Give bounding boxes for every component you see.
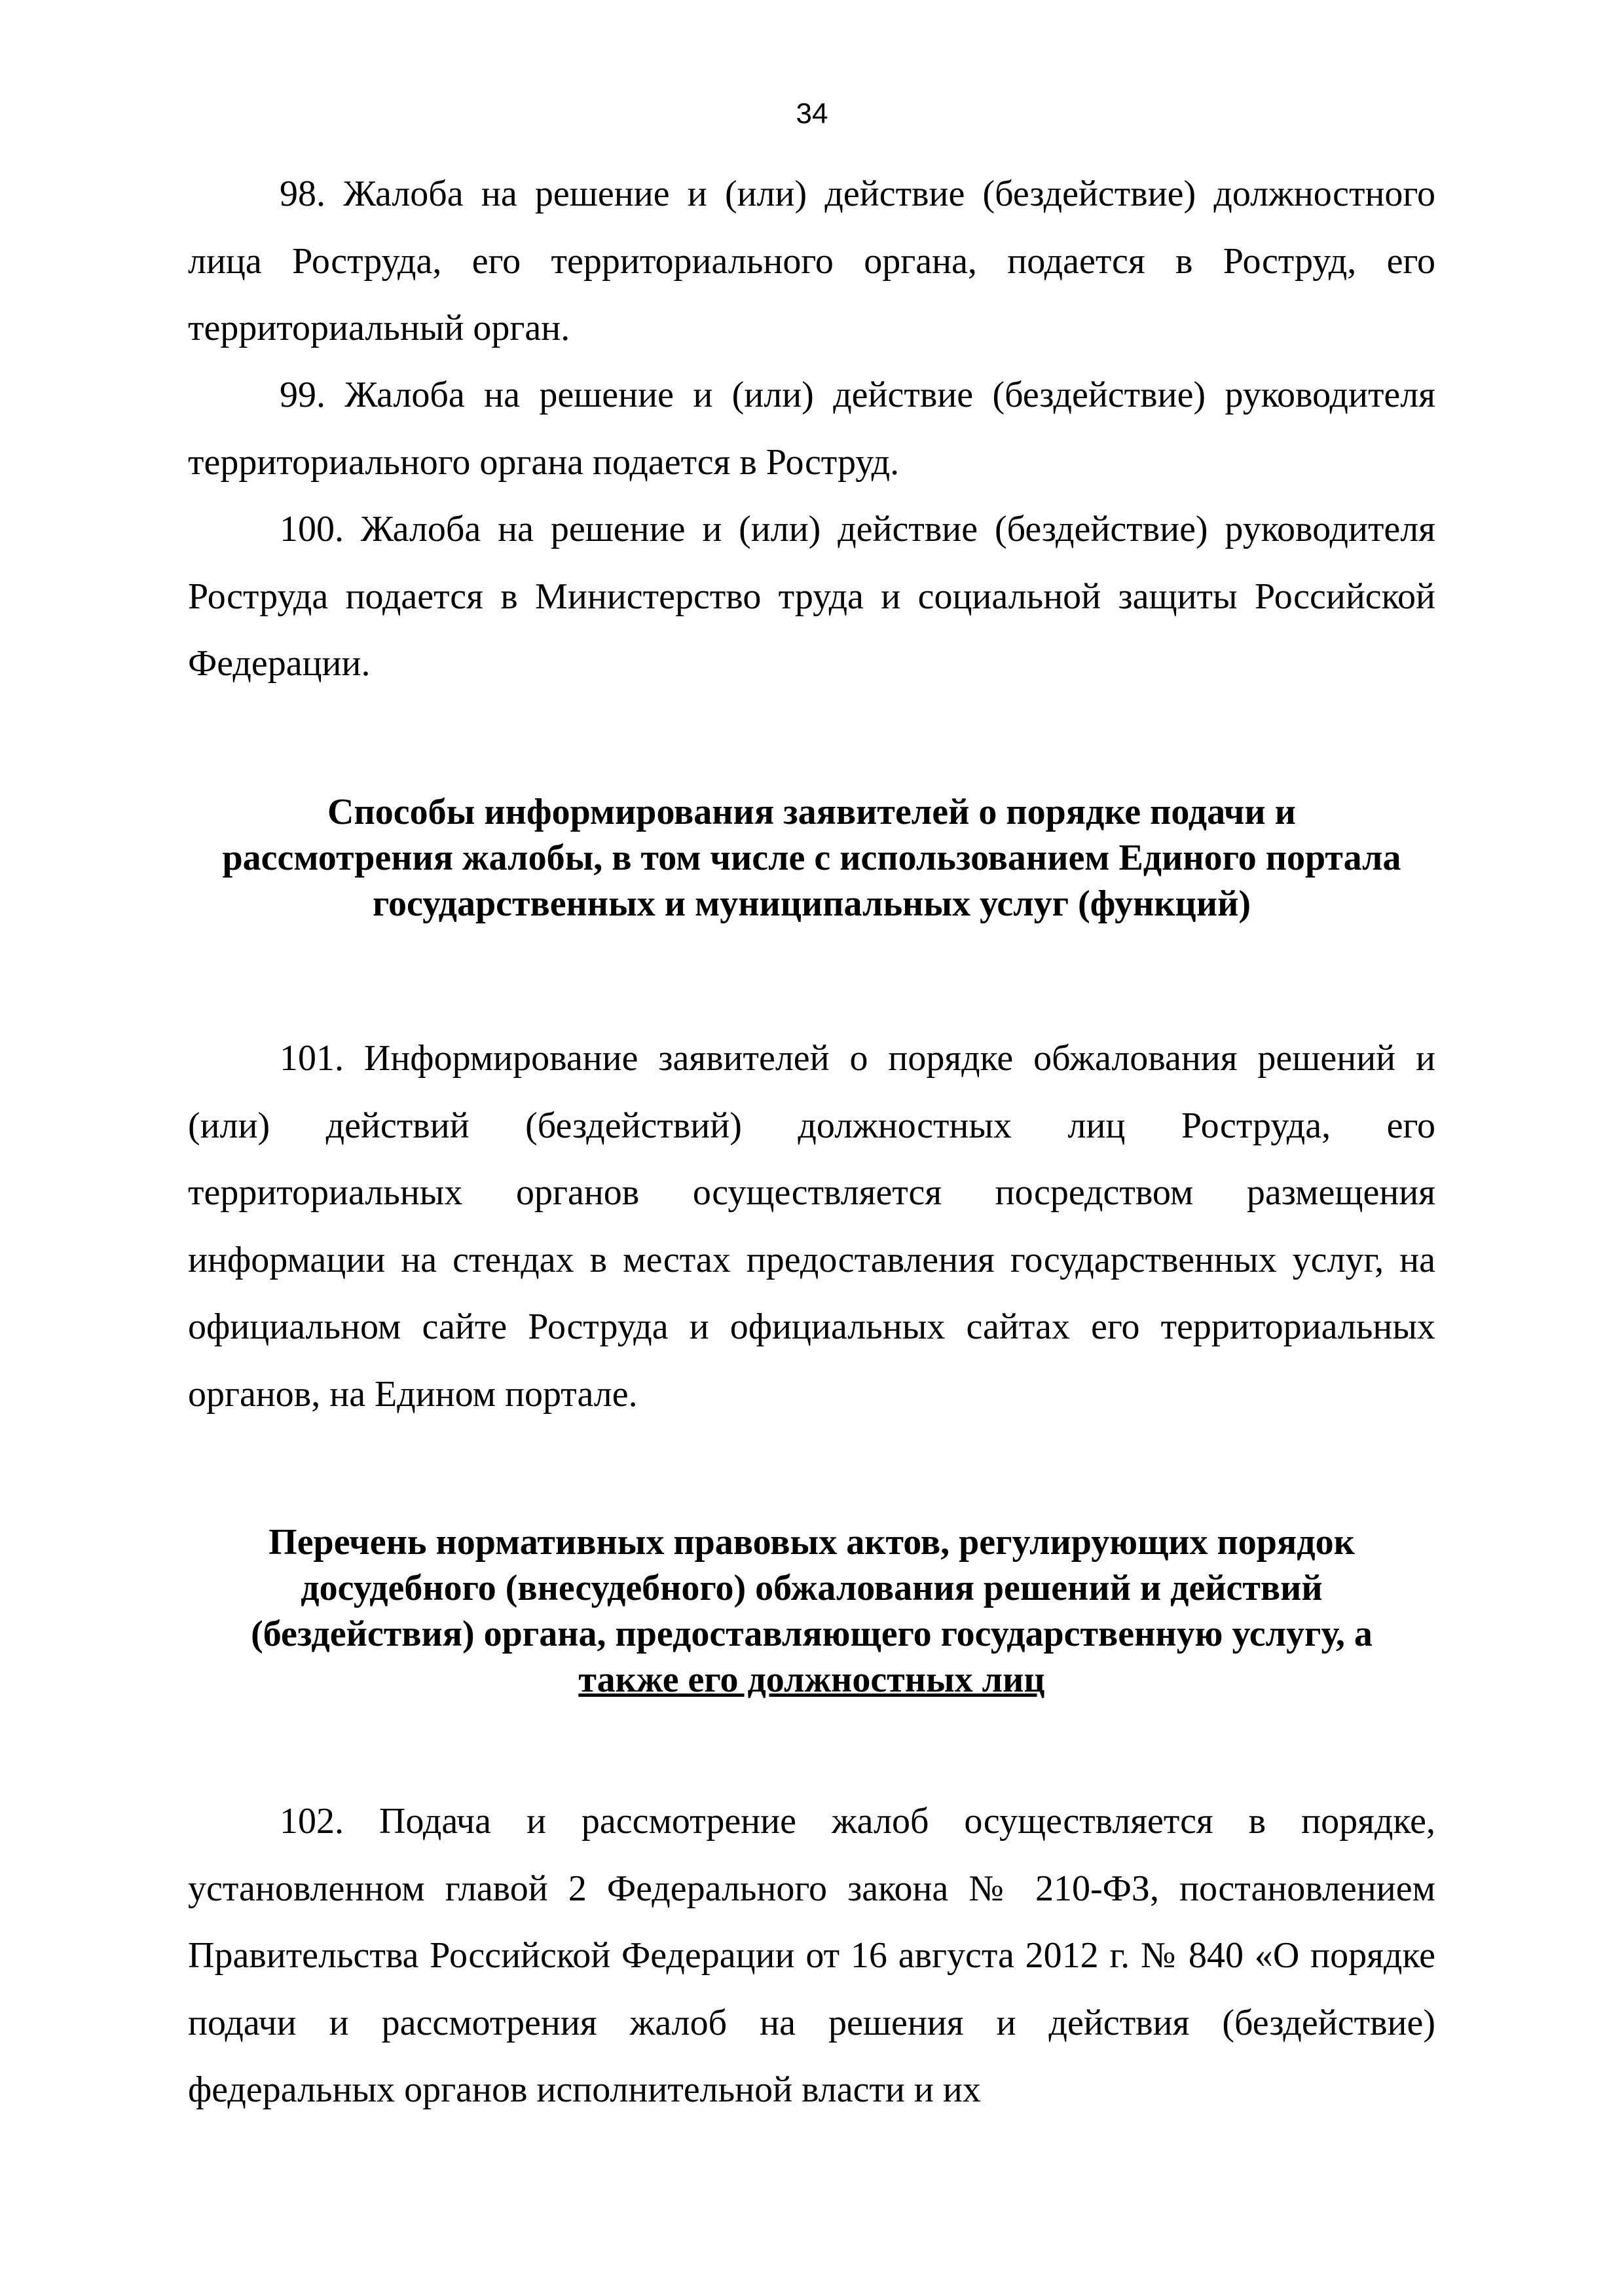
paragraph-102: 102. Подача и рассмотрение жалоб осуществляется в порядке, установленном главой 2 Федерального закона № 210-ФЗ, постановлением Правительства Российской Федерации от 16 августа 2012 г. № 840 «О порядке подачи и рассмотрения жалоб на решения и действия (бездействие) федеральных органов исполнительной власти и их [188,1801,1435,2110]
heading-line: рассмотрения жалобы, в том числе с использованием Единого портала [222,838,1401,878]
paragraph-99: 99. Жалоба на решение и (или) действие (бездействие) руководителя территориального органа подается в Роструд. [188,375,1435,483]
heading-line: Способы информирования заявителей о порядке подачи и [327,792,1296,832]
paragraph-98: 98. Жалоба на решение и (или) действие (бездействие) должностного лица Роструда, его территориального органа, подается в Роструд, его территориальный орган. [188,174,1435,348]
heading-line: Перечень нормативных правовых актов, регулирующих порядок [268,1522,1355,1563]
heading-line: государственных и муниципальных услуг (функций) [372,883,1251,924]
heading-line: досудебного (внесудебного) обжалования решений и действий [301,1568,1323,1608]
page-number: 34 [796,98,828,130]
section-heading-regulations [188,1519,1435,1703]
heading-line: (бездействия) органа, предоставляющего государственную услугу, а [251,1614,1373,1654]
heading-line: также его должностных лиц [578,1659,1045,1700]
paragraph-100: 100. Жалоба на решение и (или) действие (бездействие) руководителя Роструда подается в Министерство труда и социальной защиты Российской Федерации. [188,509,1435,684]
section-heading-informing [188,789,1435,927]
paragraph-101: 101. Информирование заявителей о порядке обжалования решений и (или) действий (бездействий) должностных лиц Роструда, его территориальных органов осуществляется посредством размещения информации на стендах в местах предоставления государственных услуг, на официальном сайте Роструда и официальных сайтах его территориальных органов, на Едином портале. [188,1038,1435,1415]
